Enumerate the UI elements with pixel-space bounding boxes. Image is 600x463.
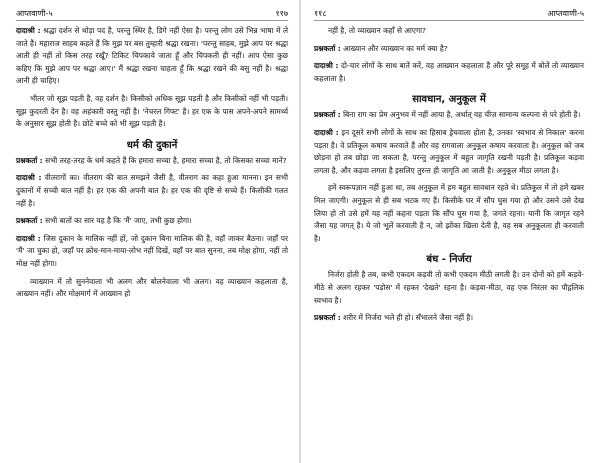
paragraph	[314, 127, 584, 177]
section-heading: धर्म की दुकानें	[126, 139, 178, 151]
paragraph	[314, 109, 584, 122]
section-heading: बंध - निर्जरा	[426, 254, 472, 266]
left-header-title: आप्तवाणी-५	[16, 8, 53, 18]
paragraph-text: शरीर में निर्जरा भले ही हो। सँभालने जैसा नहीं है।	[340, 313, 474, 323]
paragraph	[314, 312, 584, 325]
left-body	[16, 25, 288, 301]
paragraph-text: व्याख्यान में तो सुननेवाला भी अलग और बोलनेवाला भी अलग। वह व्याख्यान कहलाता है, आख्यान नहीं। और मोक्षमार्ग में आख्यान हो	[16, 276, 288, 299]
speaker-label: प्रश्नकर्ता :	[314, 313, 341, 323]
speaker-label: प्रश्नकर्ता :	[314, 110, 341, 120]
paragraph	[16, 276, 288, 301]
right-page	[300, 0, 600, 463]
paragraph-text: जिस दुकान के मालिक नहीं हों, जो दुकान बिना मालिक की है, वहाँ जाकर बैठना। जहाँ पर 'मैं' जा चुका हो, जहाँ पर क्रोध-मान-माया-लोभ नहीं दिखें, वहाँ पर बात सुनना, तब मोक्ष होगा, नहीं तो मोक्ष नहीं होगा।	[16, 233, 288, 268]
paragraph	[314, 43, 584, 56]
paragraph	[16, 155, 288, 168]
paragraph-text: भीतर जो सूझ पड़ती है, वह दर्शन है। किसीको अधिक सूझ पड़ती है और किसीको नहीं भी पड़ती। सूझ कुदरती देन है। वह अहंकारी वस्तु नहीं है। 'नेचरल गिफ्ट' है। हर एक के पास अपने-अपने सामर्थ्य के अनुसार सूझ होती है। छोटे बच्चे को भी सूझ पड़ती है।	[16, 93, 288, 129]
paragraph-text: वीतरागों का। वीतराग की बात समझने जैसी है, वीतराग का कहा हुआ मानना। इन सभी दुकानों में सच्ची बात नहीं है। हर एक की अपनी बात है। हर एक की दृष्टि से सच्चे हैं। किसीकी गलत नहीं है।	[16, 173, 288, 208]
speaker-label: प्रश्नकर्ता :	[16, 216, 43, 226]
paragraph	[314, 269, 584, 307]
speaker-label: प्रश्नकर्ता :	[16, 155, 43, 165]
paragraph-text: श्रद्धा दर्शन से थोड़ा पद है, परन्तु स्थिर है, डिगे नहीं ऐसा है। परन्तु लोग उसे भिन्न भाषा में ले जाते हैं। महाराज साहब कहते हैं कि मुझ पर बस तुम्हारी श्रद्धा रखना। 'परन्तु साहब, मुझे आप पर श्रद्धा आती ही नहीं तो किस तरह रखूँ? टिकिट चिपकाये जाता हूँ और चिपकती ही नहीं। आप ऐसा कुछ कहिए कि मुझे आप पर श्रद्धा आए।' मैं श्रद्धा रखना चाहता हूँ कि श्रद्धा रखने की बसु नहीं है। श्रद्धा आनी ही चाहिए।	[16, 26, 288, 86]
speaker-label: दादाश्री :	[314, 127, 339, 137]
paragraph-text: सभी बातों का सार यह है कि 'मैं' जाए, तभी कुछ होगा।	[42, 216, 192, 226]
speaker-label: दादाश्री :	[16, 26, 41, 35]
left-header	[16, 6, 288, 21]
paragraph-text: हमें स्वरूपज्ञान नहीं हुआ था, तब अनुकूल में हम बहुत सावधान रहते थे। प्रतिकूल में तो हमें खबर मिल जाएगी। अनुकूल से ही सब भटक गए हैं। किसीके घर में सौंप घुस गया हो और उसने उसे देख लिया हो तो उसे हमें यह नहीं कहना पड़ता कि सौंप घुस गया है, जगते रहना। यानी कि जागृत रहने जैसा यह जगत् है। ये जो भूलें करवाती है न, जो झोंका खिला देती है, वह सब अनुकूलता ही करवाती है।	[314, 183, 584, 243]
left-page-number: ११७	[275, 8, 288, 18]
right-header	[314, 6, 584, 21]
paragraph-text: इन दूसरे सभी लोगों के साथ का हिसाब ड्रेचवाला होता है, उनका 'स्वभाव से निकाल' करना पड़ता है। वे प्रतिकूल कषाय करवाते हैं और वह रागवाला अनुकूल कषाय करवाता है। अनुकूल को जब छोड़ना हो तब छोड़ा जा सकता है, परन्तु अनुकूल में बहुत जागृति रखनी पड़ती है। प्रतिकूल कड़वा लगता है, और कड़वा लगता है इसलिए तुरन्त ही जागृति आ जाती है। अनुकूल मीठा लगता है।	[314, 127, 584, 175]
paragraph	[16, 172, 288, 210]
speaker-label: दादाश्री :	[314, 61, 339, 71]
right-header-title: आप्तवाणी-५	[547, 8, 584, 18]
paragraph-text: बिना राग का प्रेम अनुभव में नहीं आया है, अर्थात् वह चीज़ सामान्य कल्पना से परे होती है।	[340, 110, 581, 120]
paragraph-text: सभी तरह-तरह के धर्म कहते हैं कि हमारा सच्चा है, हमारा सच्चा है, तो किसका सच्चा मानें?	[42, 155, 287, 165]
speaker-label: दादाश्री :	[16, 233, 41, 243]
right-page-number: ११८	[314, 8, 327, 18]
paragraph	[314, 25, 584, 38]
right-body	[314, 25, 584, 325]
paragraph	[314, 182, 584, 245]
speaker-label: दादाश्री :	[16, 173, 42, 183]
speaker-label: प्रश्नकर्ता :	[314, 43, 341, 53]
paragraph-text: दो-चार लोगों के साथ बातें करें, वह आख्यान कहलाता है और पूरे समूह में बोलें तो व्याख्यान कहलाता है।	[314, 61, 584, 83]
paragraph	[16, 25, 288, 88]
paragraph-text: नहीं है, तो व्याख्यान कहाँ से आएगा?	[328, 26, 426, 35]
paragraph	[16, 93, 288, 131]
section-heading: सावधान, अनुकूल में	[412, 94, 486, 106]
paragraph-text: आख्यान और व्याख्यान का मर्म क्या है?	[340, 43, 448, 53]
paragraph	[314, 60, 584, 85]
paragraph-text: निर्जरा होती है तब, कभी एकदम कड़वी तो कभी एकदम मीठी लगती है। उन दोनों को हमें कड़वे-मीठे से अलग रहकर 'पड़ोस' में रहकर 'देखते' रहना है। कड़वा-मीठा, वह एक निरंतर का पौद्गलिक स्वभाव है।	[314, 270, 584, 305]
paragraph	[16, 215, 288, 228]
paragraph	[16, 233, 288, 271]
